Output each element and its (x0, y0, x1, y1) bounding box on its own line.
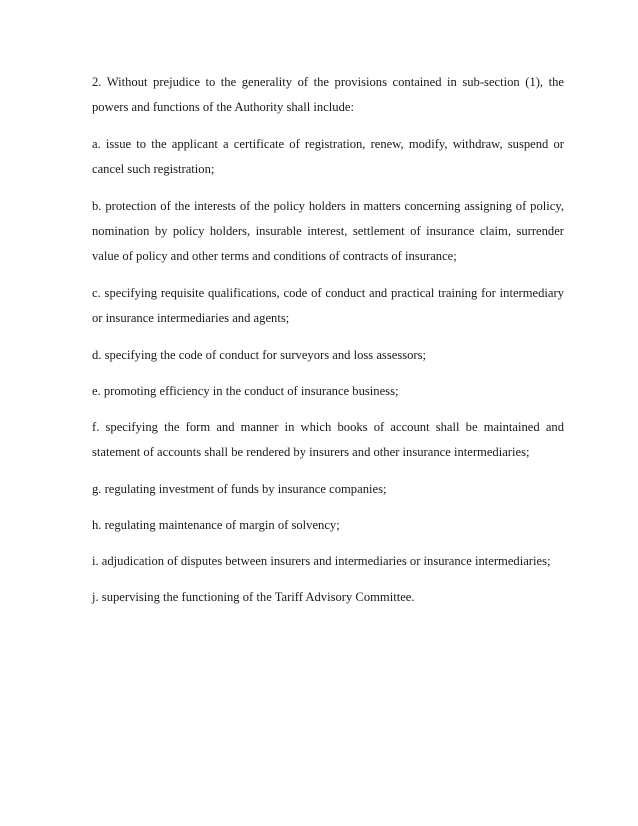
paragraph-item-b: b. protection of the interests of the policy holders in matters concerning assigning of policy, nomination by policy holders, insurable interest, settlement of insurance claim, surrender value of policy and other terms and conditions of contracts of insurance; (92, 199, 564, 263)
paragraph-item-i: i. adjudication of disputes between insurers and intermediaries or insurance intermediaries; (92, 554, 551, 568)
paragraph-item-a: a. issue to the applicant a certificate of registration, renew, modify, withdraw, suspend or cancel such registration; (92, 137, 564, 176)
paragraph-item-c: c. specifying requisite qualifications, code of conduct and practical training for intermediary or insurance intermediaries and agents; (92, 286, 564, 325)
paragraph-item-g: g. regulating investment of funds by insurance companies; (92, 482, 387, 496)
paragraph-item-d: d. specifying the code of conduct for surveyors and loss assessors; (92, 348, 427, 362)
paragraph-item-h: h. regulating maintenance of margin of solvency; (92, 518, 340, 532)
paragraph-item-e: e. promoting efficiency in the conduct of insurance business; (92, 384, 399, 398)
paragraph-item-f: f. specifying the form and manner in which books of account shall be maintained and statement of accounts shall be rendered by insurers and other insurance intermediaries; (92, 420, 564, 459)
paragraph-intro: 2. Without prejudice to the generality of the provisions contained in sub-section (1), the powers and functions of the Authority shall include: (92, 75, 564, 114)
paragraph-item-j: j. supervising the functioning of the Tariff Advisory Committee. (92, 590, 415, 604)
